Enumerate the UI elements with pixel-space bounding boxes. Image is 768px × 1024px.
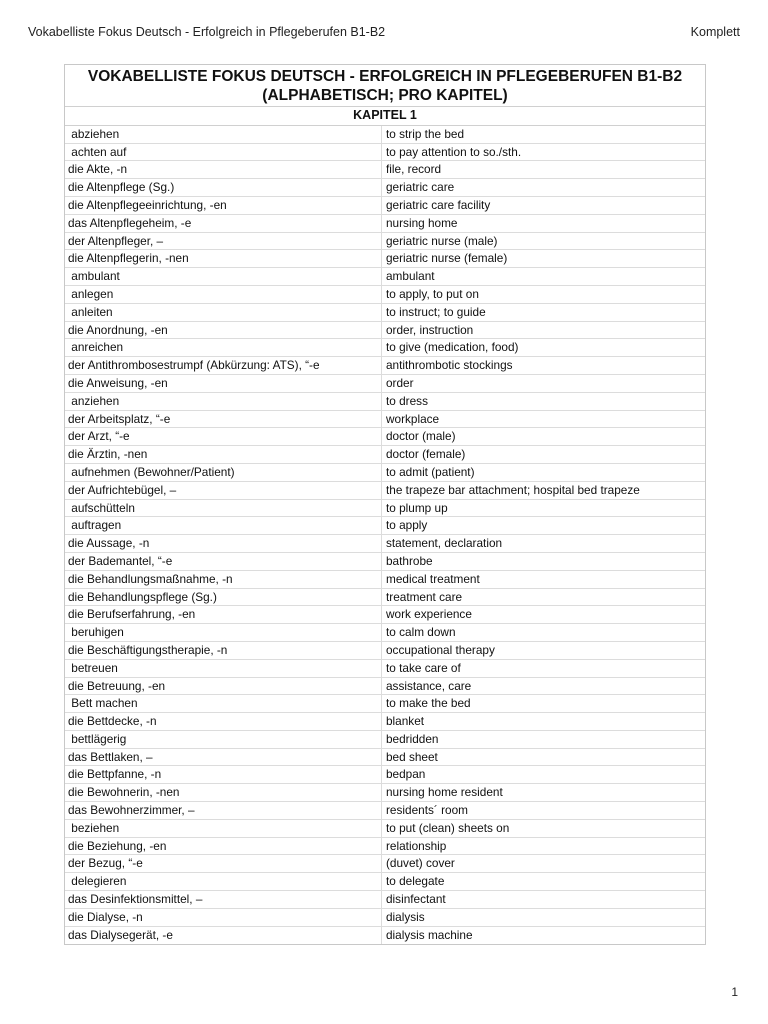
german-term: die Behandlungsmaßnahme, -n — [65, 571, 382, 588]
table-row — [65, 286, 705, 304]
german-term: die Altenpflegerin, -nen — [65, 250, 382, 267]
german-term: die Aussage, -n — [65, 535, 382, 552]
table-row — [65, 660, 705, 678]
english-translation: order, instruction — [386, 322, 474, 337]
german-term: die Betreuung, -en — [65, 678, 382, 695]
table-row — [65, 927, 705, 945]
english-translation: antithrombotic stockings — [386, 358, 513, 373]
page-header — [28, 25, 740, 39]
english-translation: treatment care — [386, 589, 463, 604]
german-term: das Bewohnerzimmer, – — [65, 802, 382, 819]
table-row — [65, 713, 705, 731]
table-row — [65, 322, 705, 340]
english-translation: bathrobe — [386, 553, 433, 568]
german-term: die Bettpfanne, -n — [65, 766, 382, 783]
english-translation: to strip the bed — [386, 126, 465, 141]
document-status: Komplett — [690, 25, 740, 39]
english-translation: the trapeze bar attachment; hospital bed trapeze — [386, 482, 640, 497]
german-term: das Desinfektionsmittel, – — [65, 891, 382, 908]
table-row — [65, 144, 705, 162]
english-translation: to take care of — [386, 660, 461, 675]
german-term: der Bademantel, “-e — [65, 553, 382, 570]
table-row — [65, 802, 705, 820]
table-row — [65, 873, 705, 891]
german-term: die Altenpflegeeinrichtung, -en — [65, 197, 382, 214]
german-term: anlegen — [65, 286, 382, 303]
german-term: die Behandlungspflege (Sg.) — [65, 589, 382, 606]
table-row — [65, 624, 705, 642]
german-term: anreichen — [65, 339, 382, 356]
german-term: die Akte, -n — [65, 161, 382, 178]
german-term: die Bettdecke, -n — [65, 713, 382, 730]
table-row — [65, 268, 705, 286]
german-term: der Arzt, “-e — [65, 428, 382, 445]
table-row — [65, 606, 705, 624]
table-row — [65, 161, 705, 179]
german-term: beruhigen — [65, 624, 382, 641]
table-row — [65, 517, 705, 535]
table-row — [65, 695, 705, 713]
english-translation: workplace — [386, 411, 440, 426]
table-row — [65, 766, 705, 784]
table-row — [65, 678, 705, 696]
table-row — [65, 784, 705, 802]
english-translation: assistance, care — [386, 678, 472, 693]
page-number: 1 — [731, 985, 738, 999]
vocabulary-rows — [65, 126, 705, 945]
table-row — [65, 749, 705, 767]
english-translation: to calm down — [386, 625, 456, 640]
english-translation: ambulant — [386, 269, 435, 284]
english-translation: to put (clean) sheets on — [386, 820, 510, 835]
english-translation: geriatric nurse (female) — [386, 251, 508, 266]
english-translation: geriatric care — [386, 180, 455, 195]
english-translation: dialysis — [386, 909, 425, 924]
chapter-heading: KAPITEL 1 — [65, 107, 705, 126]
english-translation: dialysis machine — [386, 927, 473, 942]
german-term: die Ärztin, -nen — [65, 446, 382, 463]
table-title — [65, 65, 705, 107]
german-term: betreuen — [65, 660, 382, 677]
english-translation: to instruct; to guide — [386, 304, 486, 319]
table-title-line1: VOKABELLISTE FOKUS DEUTSCH - ERFOLGREICH IN PFLEGEBERUFEN B1-B2 — [87, 68, 683, 85]
table-row — [65, 535, 705, 553]
english-translation: bedridden — [386, 731, 439, 746]
table-row — [65, 731, 705, 749]
table-row — [65, 891, 705, 909]
german-term: aufschütteln — [65, 500, 382, 517]
table-row — [65, 642, 705, 660]
english-translation: to apply, to put on — [386, 286, 479, 301]
german-term: der Bezug, “-e — [65, 855, 382, 872]
table-row — [65, 428, 705, 446]
table-row — [65, 393, 705, 411]
german-term: die Anordnung, -en — [65, 322, 382, 339]
english-translation: geriatric nurse (male) — [386, 233, 498, 248]
english-translation: statement, declaration — [386, 536, 503, 551]
english-translation: bedpan — [386, 767, 426, 782]
english-translation: file, record — [386, 162, 442, 177]
table-row — [65, 553, 705, 571]
table-row — [65, 838, 705, 856]
german-term: ambulant — [65, 268, 382, 285]
table-row — [65, 179, 705, 197]
english-translation: medical treatment — [386, 571, 480, 586]
english-translation: work experience — [386, 607, 472, 622]
german-term: bettlägerig — [65, 731, 382, 748]
german-term: auftragen — [65, 517, 382, 534]
german-term: die Bewohnerin, -nen — [65, 784, 382, 801]
english-translation: doctor (female) — [386, 447, 466, 462]
english-translation: to give (medication, food) — [386, 340, 519, 355]
german-term: das Altenpflegeheim, -e — [65, 215, 382, 232]
german-term: der Aufrichtebügel, – — [65, 482, 382, 499]
german-term: das Bettlaken, – — [65, 749, 382, 766]
english-translation: disinfectant — [386, 892, 446, 907]
german-term: der Altenpfleger, – — [65, 233, 382, 250]
german-term: abziehen — [65, 126, 382, 143]
german-term: anleiten — [65, 304, 382, 321]
table-row — [65, 500, 705, 518]
english-translation: (duvet) cover — [386, 856, 455, 871]
english-translation: occupational therapy — [386, 642, 495, 657]
table-row — [65, 250, 705, 268]
table-row — [65, 909, 705, 927]
english-translation: order — [386, 375, 414, 390]
german-term: die Beziehung, -en — [65, 838, 382, 855]
german-term: Bett machen — [65, 695, 382, 712]
german-term: achten auf — [65, 144, 382, 161]
table-row — [65, 411, 705, 429]
english-translation: bed sheet — [386, 749, 438, 764]
english-translation: doctor (male) — [386, 429, 456, 444]
table-row — [65, 855, 705, 873]
german-term: delegieren — [65, 873, 382, 890]
table-row — [65, 357, 705, 375]
german-term: anziehen — [65, 393, 382, 410]
german-term: beziehen — [65, 820, 382, 837]
table-row — [65, 126, 705, 144]
table-title-line2: (ALPHABETISCH; PRO KAPITEL) — [262, 87, 508, 104]
english-translation: to plump up — [386, 500, 448, 515]
table-row — [65, 446, 705, 464]
english-translation: nursing home resident — [386, 785, 503, 800]
english-translation: to dress — [386, 393, 428, 408]
table-row — [65, 215, 705, 233]
german-term: der Antithrombosestrumpf (Abkürzung: ATS), “-e — [65, 357, 382, 374]
table-row — [65, 197, 705, 215]
table-row — [65, 589, 705, 607]
table-row — [65, 571, 705, 589]
table-row — [65, 304, 705, 322]
vocabulary-table — [64, 64, 706, 945]
english-translation: geriatric care facility — [386, 197, 491, 212]
english-translation: nursing home — [386, 215, 458, 230]
english-translation: to admit (patient) — [386, 464, 475, 479]
german-term: die Anweisung, -en — [65, 375, 382, 392]
german-term: die Beschäftigungstherapie, -n — [65, 642, 382, 659]
table-row — [65, 820, 705, 838]
english-translation: residents´ room — [386, 803, 468, 818]
german-term: das Dialysegerät, -e — [65, 927, 382, 945]
german-term: aufnehmen (Bewohner/Patient) — [65, 464, 382, 481]
english-translation: blanket — [386, 714, 425, 729]
table-row — [65, 339, 705, 357]
table-row — [65, 482, 705, 500]
german-term: der Arbeitsplatz, “-e — [65, 411, 382, 428]
table-row — [65, 464, 705, 482]
english-translation: to delegate — [386, 874, 445, 889]
table-row — [65, 233, 705, 251]
document-title: Vokabelliste Fokus Deutsch - Erfolgreich in Pflegeberufen B1-B2 — [28, 25, 386, 39]
table-row — [65, 375, 705, 393]
english-translation: to make the bed — [386, 696, 471, 711]
german-term: die Berufserfahrung, -en — [65, 606, 382, 623]
german-term: die Dialyse, -n — [65, 909, 382, 926]
german-term: die Altenpflege (Sg.) — [65, 179, 382, 196]
english-translation: relationship — [386, 838, 447, 853]
english-translation: to apply — [386, 518, 428, 533]
english-translation: to pay attention to so./sth. — [386, 144, 522, 159]
